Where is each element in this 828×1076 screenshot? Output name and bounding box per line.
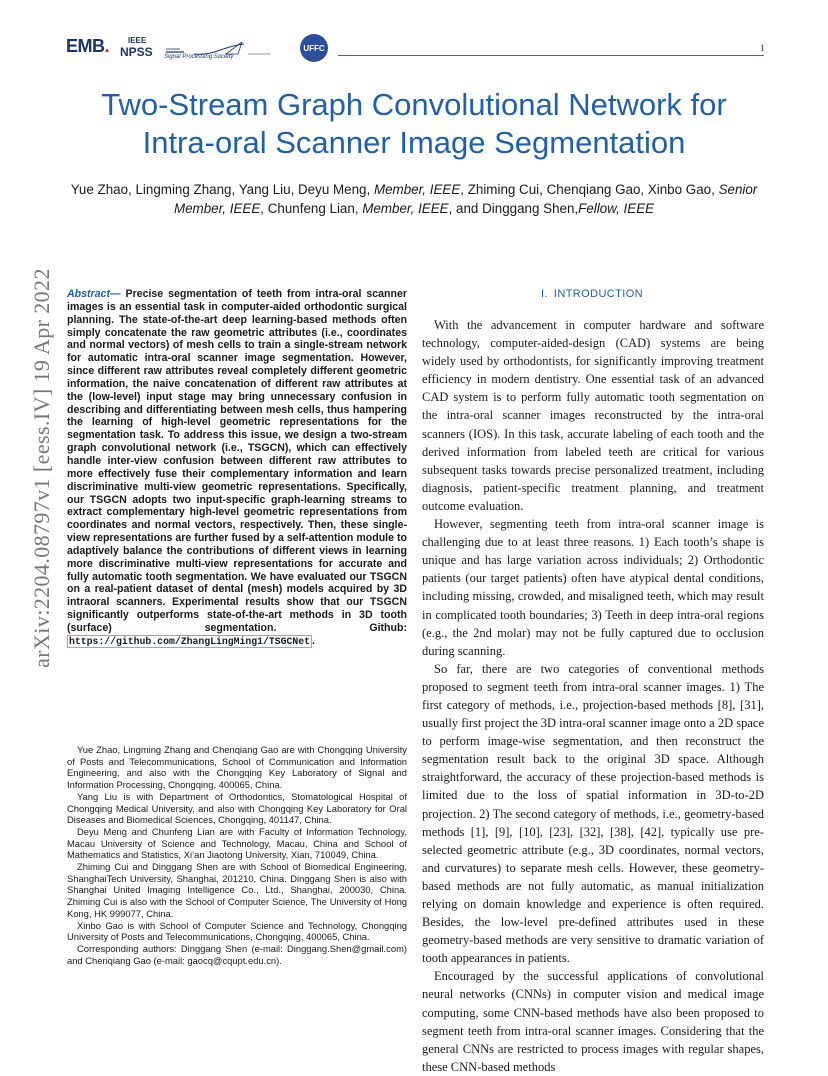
abstract-body: Precise segmentation of teeth from intra-oral scanner images is an essential task in computer-aided orthodontic surgical planning. The state-of-the-art deep learning-based methods often simply concatenate the raw geometric attributes (i.e., coordinates and normal vectors) of mesh cells to train a single-stream network for automatic intra-oral scanner image segmentation. However, since different raw attributes reveal completely different geometric information, the naive concatenation of different raw attributes at the (low-level) input stage may bring unnecessary confusion in describing and differentiating between mesh cells, thus hampering the learning of high-level geometric representations for the segmentation task. To address this issue, we design a two-stream graph convolutional network (i.e., TSGCN), which can effectively handle inter-view confusion between different raw attributes to more effectively fuse their complementary information and learn discriminative multi-view geometric representations. Specifically, our TSGCN adopts two input-specific graph-learning streams to extract complementary high-level geometric representations from coordinates and normal vectors, respectively. Then, these single-view representations are further fused by a self-attention module to adaptively balance the contributions of different views in learning more discriminative multi-view representations for accurate and fully automatic tooth segmentation. We have evaluated our TSGCN on a real-patient dataset of dental (mesh) models acquired by 3D intraoral scanners. Experimental results show that our TSGCN significantly outperforms state-of-the-art methods in 3D tooth (surface) segmentation. Github: xyxy=(67,288,407,634)
emb-logo: EMB. xyxy=(66,36,110,56)
signal-processing-society-logo: Signal Processing Society xyxy=(164,42,274,71)
footnote: Deyu Meng and Chunfeng Lian are with Faculty of Information Technology, Macau University of Science and Technology, Macau, China and School of Mathematics and Statistics, Xi’an Jiaotong University, Xian, 710049, China. xyxy=(67,825,407,861)
arxiv-identifier-stamp: arXiv:2204.08797v1 [eess.IV] 19 Apr 2022 xyxy=(29,268,54,668)
footnote: Xinbo Gao is with School of Computer Science and Technology, Chongqing University of Posts and Telecommunications, Chongqing, 400065, China. xyxy=(67,919,407,943)
ieee-npss-logo: IEEE NPSS xyxy=(120,36,153,59)
author-list: Yue Zhao, Lingming Zhang, Yang Liu, Deyu Meng, Member, IEEE, Zhiming Cui, Chenqiang Gao, Xinbo Gao, Senior Member, IEEE, Chunfeng Lian, Member, IEEE, and Dinggang Shen,Fellow, IEEE xyxy=(70,182,758,216)
abstract-lead: Abstract— xyxy=(67,288,121,300)
title-line: Intra-oral Scanner Image Segmentation xyxy=(142,125,686,160)
footnote: Corresponding authors: Dinggang Shen (e-mail: Dinggang.Shen@gmail.com) and Chenqiang Gao (e-mail: gaocq@cqupt.edu.cn). xyxy=(67,942,407,966)
affiliation-footnotes xyxy=(67,744,407,966)
section-heading-introduction: I. INTRODUCTION xyxy=(540,288,644,300)
paragraph: So far, there are two categories of conventional methods proposed to segment teeth from intra-oral scanner images. 1) The first category of methods, i.e., projection-based methods [8], [31], usually first project the 3D intra-oral scanner image onto a 2D space to perform image-wise segmentation, and then reconstruct the segmentation result back to the original 3D space. Although straightforward, the accuracy of these projection-based methods is limited due to the loss of spatial information in 3D-to-2D projection. 2) The second category of methods, i.e., geometry-based methods [1], [9], [10], [23], [32], [38], [42], typically use pre-selected geometric attribute (e.g., 3D coordinates, normal vectors, and curvatures) to separate mesh cells. However, these geometry-based methods are not fully automatic, as manual initialization relying on domain knowledge and experience is often required. Besides, the low-level pre-defined attributes used in these geometry-based methods are very sensitive to dramatic variation of tooth appearances in patients. xyxy=(422,661,764,966)
page-number: 1 xyxy=(760,43,765,53)
paragraph: However, segmenting teeth from intra-oral scanner image is challenging due to at least three reasons. 1) Each tooth’s shape is unique and has large variation across individuals; 2) Orthodontic patients (our target patients) often have atypical dental conditions, including missing, crowded, and misaligned teeth, which may result in complicated tooth boundaries; 3) Teeth in deep intra-oral regions (e.g., the 2nd molar) may not be fully captured due to occlusion during scanning. xyxy=(422,517,764,658)
abstract: Abstract— Precise segmentation of teeth from intra-oral scanner images is an essential task in computer-aided orthodontic surgical planning. The state-of-the-art deep learning-based methods often simply concatenate the raw geometric attributes (i.e., coordinates and normal vectors) of mesh cells to train a single-stream network for automatic intra-oral scanner image segmentation. However, since different raw attributes reveal completely different geometric information, the naive concatenation of different raw attributes at the (low-level) input stage may bring unnecessary confusion in describing and differentiating between mesh cells, thus hampering the learning of high-level geometric representations for the segmentation task. To address this issue, we design a two-stream graph convolutional network (i.e., TSGCN), which can effectively handle inter-view confusion between different raw attributes to more effectively fuse their complementary information and learn discriminative multi-view geometric representations. Specifically, our TSGCN adopts two input-specific graph-learning streams to extract complementary high-level geometric representations from coordinates and normal vectors, respectively. Then, these single-view representations are further fused by a self-attention module to adaptively balance the contributions of different views in learning more discriminative multi-view representations for accurate and fully automatic tooth segmentation. We have evaluated our TSGCN on a real-patient dataset of dental (mesh) models acquired by 3D intraoral scanners. Experimental results show that our TSGCN significantly outperforms state-of-the-art methods in 3D tooth (surface) segmentation. Github: https://github.com/ZhangLingMing1/TSGCNet . xyxy=(67,288,407,647)
introduction-body xyxy=(422,316,764,1076)
paragraph: Encouraged by the successful applications of convolutional neural networks (CNNs) in computer vision and medical image computing, some CNN-based methods have also been proposed to segment teeth from intra-oral scanner images. Considering that the general CNNs are restricted to process images with regular shapes, these CNN-based methods xyxy=(422,969,764,1074)
paragraph: With the advancement in computer hardware and software technology, computer-aided-design (CAD) systems are being widely used by orthodontists, for significantly improving treatment efficiency in modern dentistry. One essential task of an advanced CAD system is to perform fully automatic tooth segmentation on the intra-oral scanner images reconstructed by the intra-oral scanners (IOS). In this task, accurate labeling of each tooth and the derived information from labeled teeth are critical for various subsequent tasks towards precise personalized treatment, including diagnosis, patient-specific treatment planning, and treatment outcome evaluation. xyxy=(422,318,764,513)
footnote: Yang Liu is with Department of Orthodontics, Stomatological Hospital of Chongqing Medical University, and also with Chongqing Key Laboratory for Oral Diseases and Biomedical Sciences, Chongqing, 401147, China. xyxy=(67,790,407,826)
paper-title xyxy=(40,86,788,162)
github-link[interactable]: https://github.com/ZhangLingMing1/TSGCNet xyxy=(69,635,311,647)
footnote: Yue Zhao, Lingming Zhang and Chenqiang Gao are with Chongqing University of Posts and Telecommunications, School of Communication and Information Engineering, and also with the Chongqing Key Laboratory of Signal and Information Processing, Chongqing, 400065, China. xyxy=(67,744,407,791)
journal-logo-bar xyxy=(66,34,346,68)
footnote: Zhiming Cui and Dinggang Shen are with School of Biomedical Engineering, ShanghaiTech University, Shanghai, 201210, China. Dinggang Shen is also with Shanghai United Imaging Intelligence Co., Ltd., Shanghai, 200030, China. Zhiming Cui is also with the School of Computer Science, The University of Hong Kong, HK 999077, China. xyxy=(67,861,407,919)
header-rule xyxy=(338,55,764,56)
uffc-logo: UFFC xyxy=(300,34,328,62)
title-line: Two-Stream Graph Convolutional Network for xyxy=(101,87,727,122)
